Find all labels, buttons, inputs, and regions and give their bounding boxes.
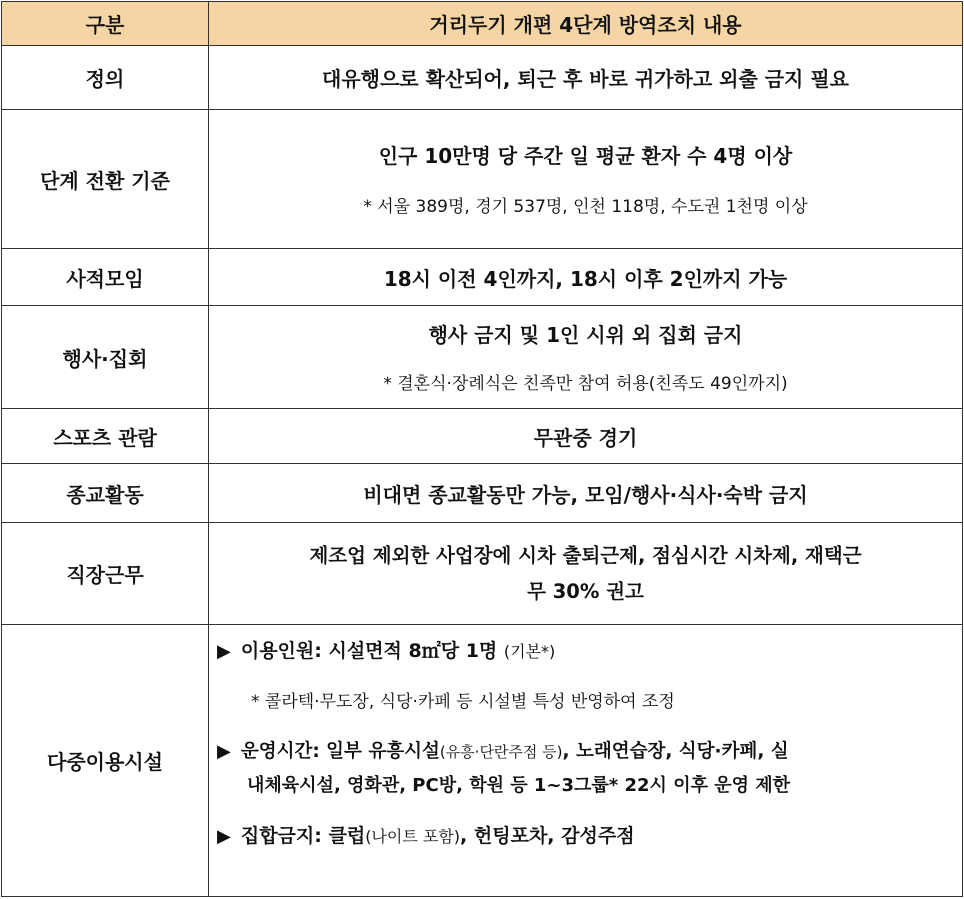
criteria-cell bbox=[209, 110, 963, 249]
sports-value: 무관중 경기 bbox=[209, 409, 963, 464]
facilities-item-hours bbox=[217, 738, 962, 766]
hours-text-a: 운영시간: 일부 유흥시설 bbox=[240, 741, 440, 762]
work-cell bbox=[209, 523, 963, 625]
definition-label: 정의 bbox=[2, 46, 209, 110]
header-content: 거리두기 개편 4단계 방역조치 내용 bbox=[209, 2, 963, 46]
events-note: * 결혼식·장례식은 친족만 참여 허용(친족도 49인까지) bbox=[383, 373, 788, 394]
header-category: 구분 bbox=[2, 2, 209, 46]
religion-value: 비대면 종교활동만 가능, 모임/행사·식사·숙박 금지 bbox=[209, 464, 963, 523]
criteria-value: 인구 10만명 당 주간 일 평균 환자 수 4명 이상 bbox=[378, 143, 793, 168]
facilities-item-ban bbox=[217, 822, 962, 851]
criteria-label: 단계 전환 기준 bbox=[2, 110, 209, 249]
work-value-line2: 무 30% 권고 bbox=[527, 579, 644, 603]
facilities-item-capacity bbox=[217, 637, 962, 666]
bullet-triangle-icon: ▶ bbox=[217, 826, 231, 847]
ban-paren: (나이트 포함) bbox=[365, 827, 461, 846]
bullet-triangle-icon: ▶ bbox=[217, 741, 231, 762]
events-value: 행사 금지 및 1인 시위 외 집회 금지 bbox=[428, 322, 743, 347]
measures-table bbox=[1, 1, 963, 897]
events-label: 행사·집회 bbox=[2, 306, 209, 409]
row-criteria bbox=[2, 110, 963, 249]
hours-line2: 내체육시설, 영화관, PC방, 학원 등 1~3그룹* 22시 이후 운영 제한 bbox=[247, 775, 791, 796]
religion-label: 종교활동 bbox=[2, 464, 209, 523]
private-label: 사적모임 bbox=[2, 249, 209, 306]
private-value: 18시 이전 4인까지, 18시 이후 2인까지 가능 bbox=[209, 249, 963, 306]
row-sports bbox=[2, 409, 963, 464]
capacity-text: 이용인원: 시설면적 8㎡당 1명 bbox=[240, 640, 498, 662]
work-value-line1: 제조업 제외한 사업장에 시차 출퇴근제, 점심시간 시차제, 재택근 bbox=[309, 543, 862, 567]
ban-text-b: , 헌팅포차, 감성주점 bbox=[460, 825, 635, 847]
capacity-note: * 콜라텍·무도장, 식당·카페 등 시설별 특성 반영하여 조정 bbox=[251, 692, 675, 712]
ban-text-a: 집합금지: 클럽 bbox=[240, 825, 366, 847]
hours-paren: (유흥·단란주점 등) bbox=[439, 743, 563, 761]
sports-label: 스포츠 관람 bbox=[2, 409, 209, 464]
row-definition bbox=[2, 46, 963, 110]
events-cell bbox=[209, 306, 963, 409]
facilities-label: 다중이용시설 bbox=[2, 625, 209, 897]
hours-text-b: , 노래연습장, 식당·카페, 실 bbox=[562, 741, 789, 762]
row-private-gathering bbox=[2, 249, 963, 306]
header-row bbox=[2, 2, 963, 46]
criteria-note: * 서울 389명, 경기 537명, 인천 118명, 수도권 1천명 이상 bbox=[363, 196, 808, 217]
definition-value: 대유행으로 확산되어, 퇴근 후 바로 귀가하고 외출 금지 필요 bbox=[209, 46, 963, 110]
capacity-basic: (기본*) bbox=[503, 642, 556, 661]
row-work bbox=[2, 523, 963, 625]
row-facilities bbox=[2, 625, 963, 897]
row-events bbox=[2, 306, 963, 409]
facilities-cell bbox=[209, 625, 963, 897]
bullet-triangle-icon: ▶ bbox=[217, 641, 231, 662]
work-label: 직장근무 bbox=[2, 523, 209, 625]
row-religion bbox=[2, 464, 963, 523]
